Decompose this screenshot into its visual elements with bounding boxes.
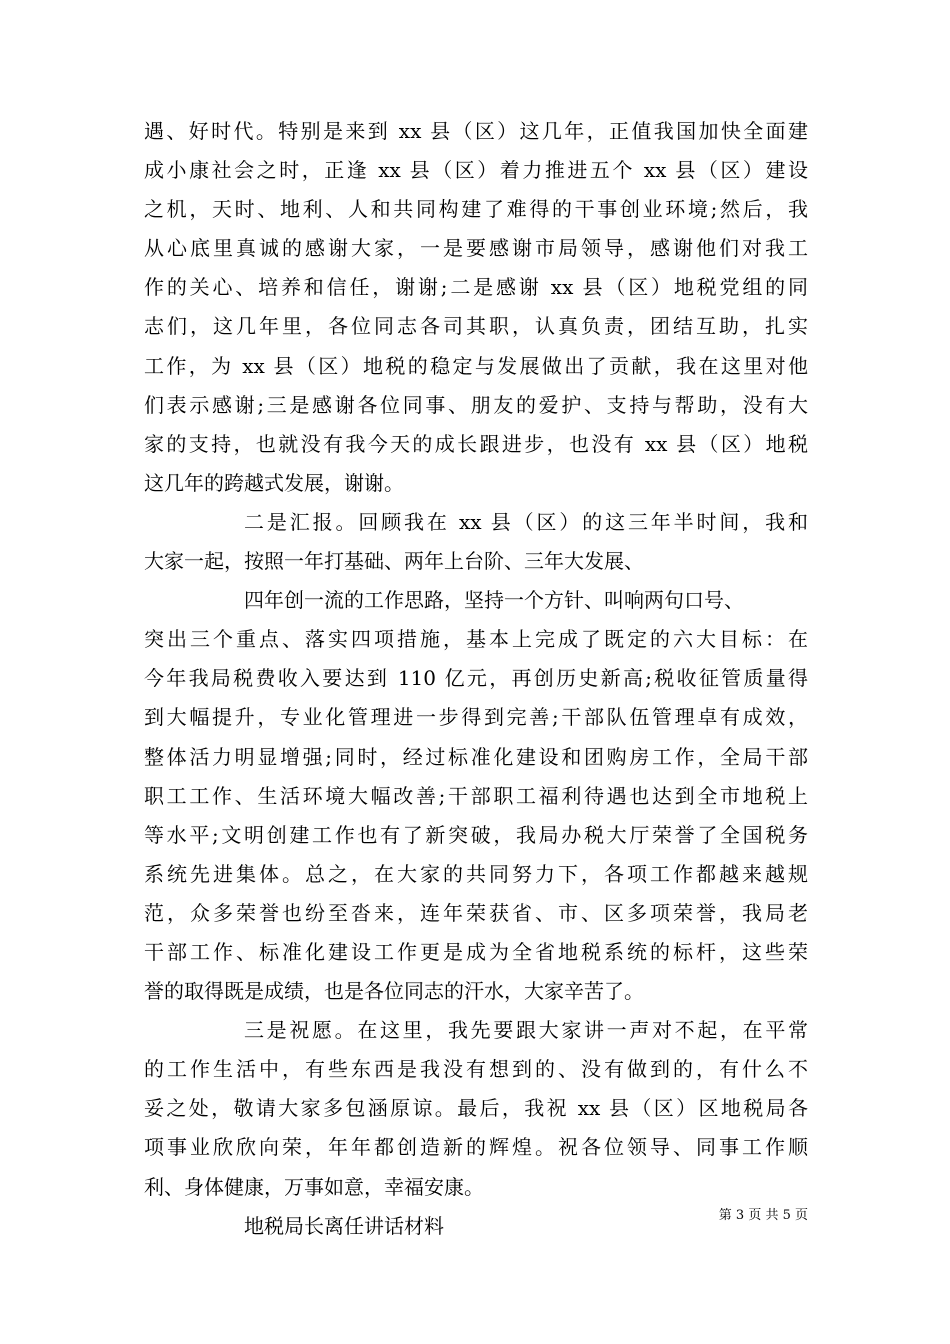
document-body — [144, 112, 808, 1246]
page-number-footer: 第 3 页 共 5 页 — [718, 1208, 808, 1223]
text-line: 家的支持，也就没有我今天的成长跟进步，也没有 xx 县（区）地税 — [144, 431, 808, 456]
text-line: 整体活力明显增强;同时，经过标准化建设和团购房工作，全局干部 — [144, 744, 808, 769]
text-line: 遇、好时代。特别是来到 xx 县（区）这几年，正值我国加快全面建 — [144, 119, 808, 143]
text-line: 成小康社会之时，正逢 xx 县（区）着力推进五个 xx 县（区）建设 — [144, 158, 808, 183]
text-line: 妥之处，敬请大家多包涵原谅。最后，我祝 xx 县（区）区地税局各 — [144, 1096, 808, 1121]
text-line: 从心底里真诚的感谢大家，一是要感谢市局领导，感谢他们对我工 — [144, 236, 808, 261]
text-line: 突出三个重点、落实四项措施，基本上完成了既定的六大目标：在 — [144, 627, 808, 652]
text-line: 项事业欣欣向荣，年年都创造新的辉煌。祝各位领导、同事工作顺 — [144, 1135, 808, 1160]
text-line: 三是祝愿。在这里，我先要跟大家讲一声对不起，在平常 — [244, 1018, 808, 1043]
text-line: 等水平;文明创建工作也有了新突破，我局办税大厅荣誉了全国税务 — [144, 822, 808, 847]
text-line: 职工工作、生活环境大幅改善;干部职工福利待遇也达到全市地税上 — [144, 783, 808, 808]
text-line: 系统先进集体。总之，在大家的共同努力下，各项工作都越来越规 — [144, 861, 808, 886]
text-line: 范，众多荣誉也纷至沓来，连年荣获省、市、区多项荣誉，我局老 — [144, 900, 808, 925]
text-line: 地税局长离任讲话材料 — [244, 1213, 444, 1238]
text-line: 誉的取得既是成绩，也是各位同志的汗水，大家辛苦了。 — [144, 979, 644, 1004]
text-line: 干部工作、标准化建设工作更是成为全省地税系统的标杆，这些荣 — [144, 939, 808, 964]
text-line: 大家一起，按照一年打基础、两年上台阶、三年大发展、 — [144, 549, 644, 574]
text-line: 之机，天时、地利、人和共同构建了难得的干事创业环境;然后，我 — [144, 197, 808, 222]
text-line: 工作，为 xx 县（区）地税的稳定与发展做出了贡献，我在这里对他 — [144, 353, 808, 378]
text-line: 这几年的跨越式发展，谢谢。 — [144, 470, 404, 495]
text-line: 到大幅提升，专业化管理进一步得到完善;干部队伍管理卓有成效， — [144, 705, 808, 730]
text-line: 利、身体健康，万事如意，幸福安康。 — [144, 1174, 484, 1199]
text-line: 们表示感谢;三是感谢各位同事、朋友的爱护、支持与帮助，没有大 — [144, 392, 808, 417]
text-line: 二是汇报。回顾我在 xx 县（区）的这三年半时间，我和 — [244, 509, 808, 534]
text-line: 的工作生活中，有些东西是我没有想到的、没有做到的，有什么不 — [144, 1057, 808, 1082]
text-line: 四年创一流的工作思路，坚持一个方针、叫响两句口号、 — [244, 588, 744, 613]
text-line: 今年我局税费收入要达到 110 亿元，再创历史新高;税收征管质量得 — [144, 666, 808, 691]
text-line: 志们，这几年里，各位同志各司其职，认真负责，团结互助，扎实 — [144, 314, 808, 339]
text-line: 作的关心、培养和信任，谢谢;二是感谢 xx 县（区）地税党组的同 — [144, 275, 808, 300]
